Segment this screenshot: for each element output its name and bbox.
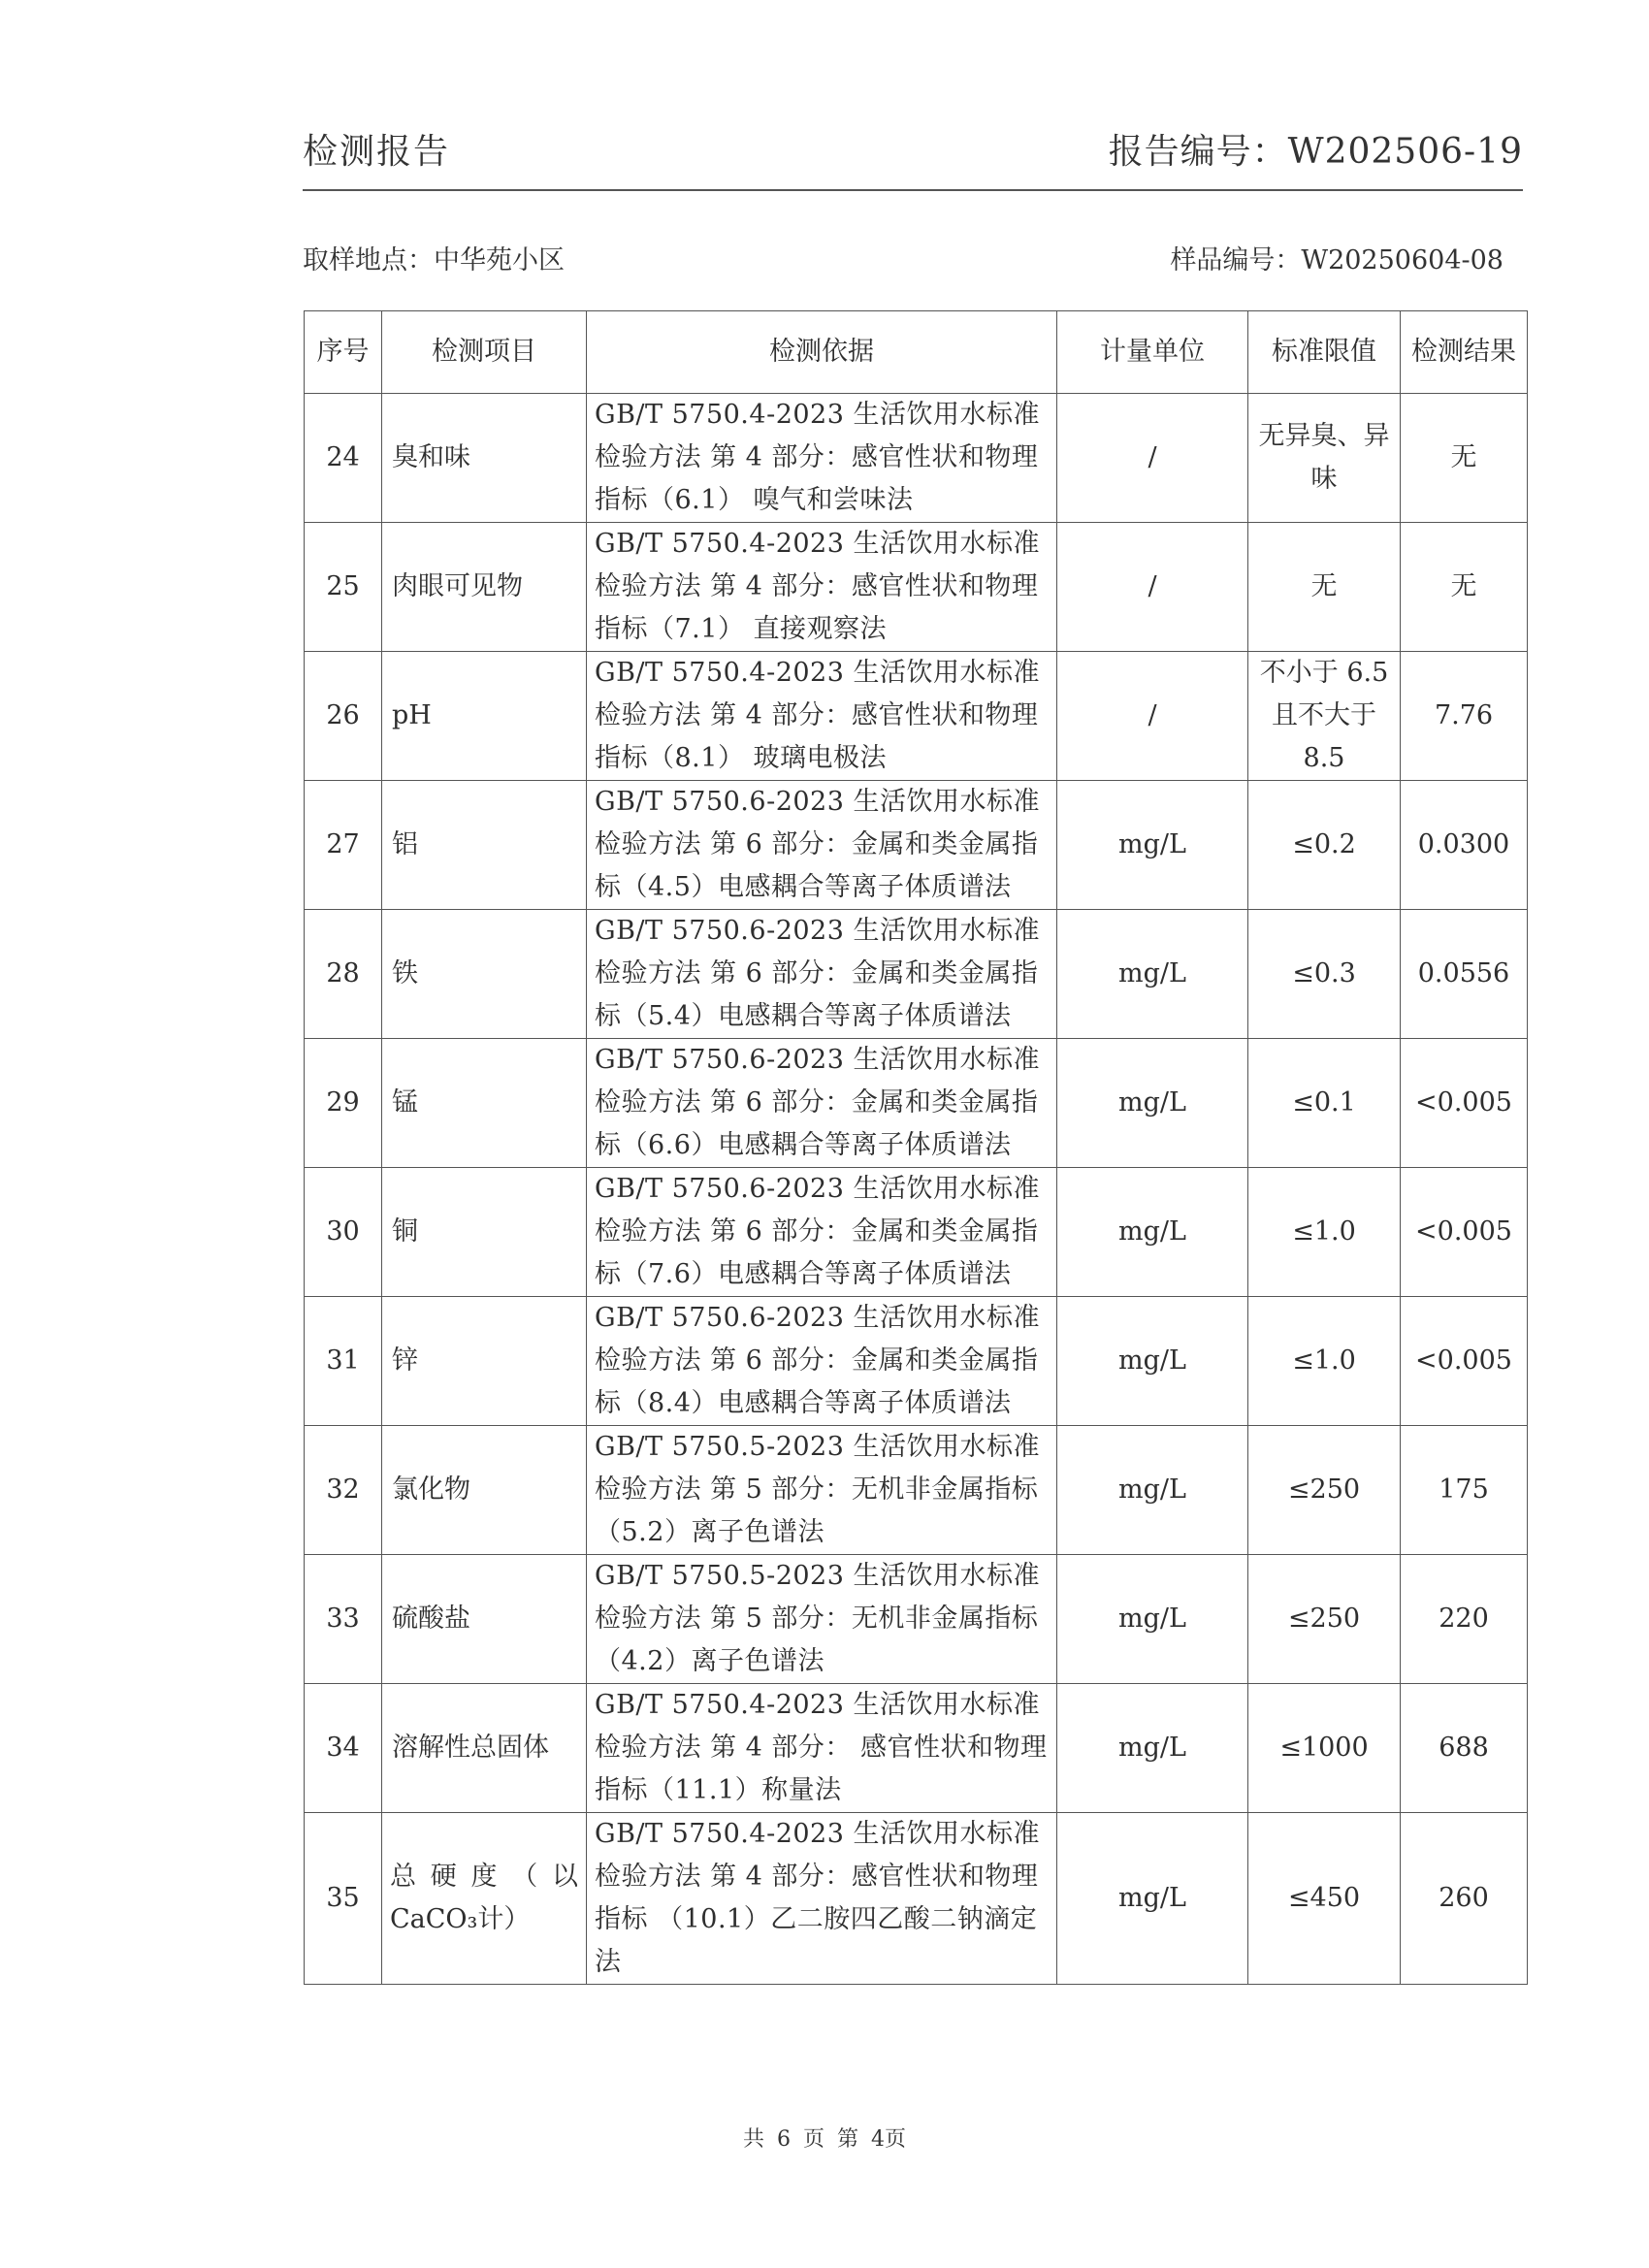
cell-no: 29 bbox=[305, 1039, 382, 1168]
cell-no: 34 bbox=[305, 1684, 382, 1813]
cell-limit: 无异臭、异味 bbox=[1248, 394, 1401, 523]
cell-item: 硫酸盐 bbox=[382, 1555, 587, 1684]
page-footer: 共 6 页 第 4页 bbox=[743, 2127, 906, 2152]
cell-basis: GB/T 5750.4-2023 生活饮用水标准检验方法 第 4 部分： 感官性状和物理指标（11.1）称量法 bbox=[587, 1684, 1057, 1813]
column-header-item: 检测项目 bbox=[382, 311, 587, 394]
table-row bbox=[305, 1039, 1528, 1168]
table-row bbox=[305, 394, 1528, 523]
cell-result: <0.005 bbox=[1401, 1168, 1528, 1297]
report-title: 检测报告 bbox=[303, 132, 451, 172]
report-number: 报告编号：W202506-19 bbox=[1108, 132, 1523, 172]
cell-unit: mg/L bbox=[1057, 1684, 1248, 1813]
cell-no: 32 bbox=[305, 1426, 382, 1555]
results-table bbox=[304, 310, 1528, 1985]
cell-item: 溶解性总固体 bbox=[382, 1684, 587, 1813]
table-row bbox=[305, 652, 1528, 781]
cell-item: 铁 bbox=[382, 910, 587, 1039]
column-header-result: 检测结果 bbox=[1401, 311, 1528, 394]
cell-unit: mg/L bbox=[1057, 1426, 1248, 1555]
cell-item: 总硬度（以CaCO₃计） bbox=[382, 1813, 587, 1985]
cell-item: 铝 bbox=[382, 781, 587, 910]
cell-unit: mg/L bbox=[1057, 1555, 1248, 1684]
cell-basis: GB/T 5750.6-2023 生活饮用水标准检验方法 第 6 部分：金属和类金属指标（6.6）电感耦合等离子体质谱法 bbox=[587, 1039, 1057, 1168]
cell-unit: mg/L bbox=[1057, 1039, 1248, 1168]
cell-basis: GB/T 5750.6-2023 生活饮用水标准检验方法 第 6 部分：金属和类金属指标（4.5）电感耦合等离子体质谱法 bbox=[587, 781, 1057, 910]
cell-limit: ≤1.0 bbox=[1248, 1168, 1401, 1297]
cell-no: 28 bbox=[305, 910, 382, 1039]
table-row bbox=[305, 1813, 1528, 1985]
cell-item: 氯化物 bbox=[382, 1426, 587, 1555]
table-row bbox=[305, 1555, 1528, 1684]
cell-result: <0.005 bbox=[1401, 1297, 1528, 1426]
table-row bbox=[305, 910, 1528, 1039]
cell-item: 锰 bbox=[382, 1039, 587, 1168]
cell-no: 31 bbox=[305, 1297, 382, 1426]
cell-unit: mg/L bbox=[1057, 910, 1248, 1039]
cell-result: <0.005 bbox=[1401, 1039, 1528, 1168]
cell-result: 0.0300 bbox=[1401, 781, 1528, 910]
cell-no: 30 bbox=[305, 1168, 382, 1297]
table-row bbox=[305, 1168, 1528, 1297]
cell-result: 260 bbox=[1401, 1813, 1528, 1985]
cell-unit: mg/L bbox=[1057, 1297, 1248, 1426]
table-row bbox=[305, 1297, 1528, 1426]
cell-unit: mg/L bbox=[1057, 781, 1248, 910]
cell-basis: GB/T 5750.6-2023 生活饮用水标准检验方法 第 6 部分：金属和类金属指标（8.4）电感耦合等离子体质谱法 bbox=[587, 1297, 1057, 1426]
cell-limit: ≤250 bbox=[1248, 1426, 1401, 1555]
cell-basis: GB/T 5750.5-2023 生活饮用水标准检验方法 第 5 部分：无机非金属指标（4.2）离子色谱法 bbox=[587, 1555, 1057, 1684]
cell-result: 0.0556 bbox=[1401, 910, 1528, 1039]
cell-basis: GB/T 5750.4-2023 生活饮用水标准检验方法 第 4 部分：感官性状和物理指标（7.1） 直接观察法 bbox=[587, 523, 1057, 652]
cell-basis: GB/T 5750.6-2023 生活饮用水标准检验方法 第 6 部分：金属和类金属指标（5.4）电感耦合等离子体质谱法 bbox=[587, 910, 1057, 1039]
cell-limit: ≤0.3 bbox=[1248, 910, 1401, 1039]
cell-no: 35 bbox=[305, 1813, 382, 1985]
table-row bbox=[305, 781, 1528, 910]
table-row bbox=[305, 1684, 1528, 1813]
cell-result: 688 bbox=[1401, 1684, 1528, 1813]
cell-item: 锌 bbox=[382, 1297, 587, 1426]
cell-no: 25 bbox=[305, 523, 382, 652]
cell-item: 臭和味 bbox=[382, 394, 587, 523]
cell-result: 7.76 bbox=[1401, 652, 1528, 781]
cell-limit: ≤0.2 bbox=[1248, 781, 1401, 910]
cell-unit: mg/L bbox=[1057, 1813, 1248, 1985]
cell-basis: GB/T 5750.6-2023 生活饮用水标准检验方法 第 6 部分：金属和类金属指标（7.6）电感耦合等离子体质谱法 bbox=[587, 1168, 1057, 1297]
header-divider bbox=[303, 189, 1523, 191]
table-header-row bbox=[305, 311, 1528, 394]
cell-limit: ≤1.0 bbox=[1248, 1297, 1401, 1426]
cell-limit: ≤0.1 bbox=[1248, 1039, 1401, 1168]
table-row bbox=[305, 1426, 1528, 1555]
cell-no: 26 bbox=[305, 652, 382, 781]
column-header-no: 序号 bbox=[305, 311, 382, 394]
cell-item: pH bbox=[382, 652, 587, 781]
cell-limit: ≤450 bbox=[1248, 1813, 1401, 1985]
sampling-site: 取样地点：中华苑小区 bbox=[303, 245, 565, 275]
cell-basis: GB/T 5750.5-2023 生活饮用水标准检验方法 第 5 部分：无机非金属指标（5.2）离子色谱法 bbox=[587, 1426, 1057, 1555]
cell-limit: ≤1000 bbox=[1248, 1684, 1401, 1813]
cell-basis: GB/T 5750.4-2023 生活饮用水标准检验方法 第 4 部分：感官性状和物理指标（6.1） 嗅气和尝味法 bbox=[587, 394, 1057, 523]
cell-unit: / bbox=[1057, 652, 1248, 781]
column-header-unit: 计量单位 bbox=[1057, 311, 1248, 394]
cell-unit: mg/L bbox=[1057, 1168, 1248, 1297]
column-header-basis: 检测依据 bbox=[587, 311, 1057, 394]
cell-unit: / bbox=[1057, 394, 1248, 523]
cell-limit: 不小于 6.5 且不大于 8.5 bbox=[1248, 652, 1401, 781]
cell-limit: 无 bbox=[1248, 523, 1401, 652]
table-row bbox=[305, 523, 1528, 652]
cell-result: 175 bbox=[1401, 1426, 1528, 1555]
cell-no: 24 bbox=[305, 394, 382, 523]
cell-basis: GB/T 5750.4-2023 生活饮用水标准检验方法 第 4 部分：感官性状和物理指标 （10.1）乙二胺四乙酸二钠滴定法 bbox=[587, 1813, 1057, 1985]
cell-basis: GB/T 5750.4-2023 生活饮用水标准检验方法 第 4 部分：感官性状和物理指标（8.1） 玻璃电极法 bbox=[587, 652, 1057, 781]
cell-result: 无 bbox=[1401, 523, 1528, 652]
cell-limit: ≤250 bbox=[1248, 1555, 1401, 1684]
sample-number: 样品编号：W20250604-08 bbox=[1170, 245, 1504, 275]
cell-item: 肉眼可见物 bbox=[382, 523, 587, 652]
cell-result: 无 bbox=[1401, 394, 1528, 523]
cell-no: 27 bbox=[305, 781, 382, 910]
cell-item: 铜 bbox=[382, 1168, 587, 1297]
cell-result: 220 bbox=[1401, 1555, 1528, 1684]
column-header-limit: 标准限值 bbox=[1248, 311, 1401, 394]
cell-unit: / bbox=[1057, 523, 1248, 652]
cell-no: 33 bbox=[305, 1555, 382, 1684]
